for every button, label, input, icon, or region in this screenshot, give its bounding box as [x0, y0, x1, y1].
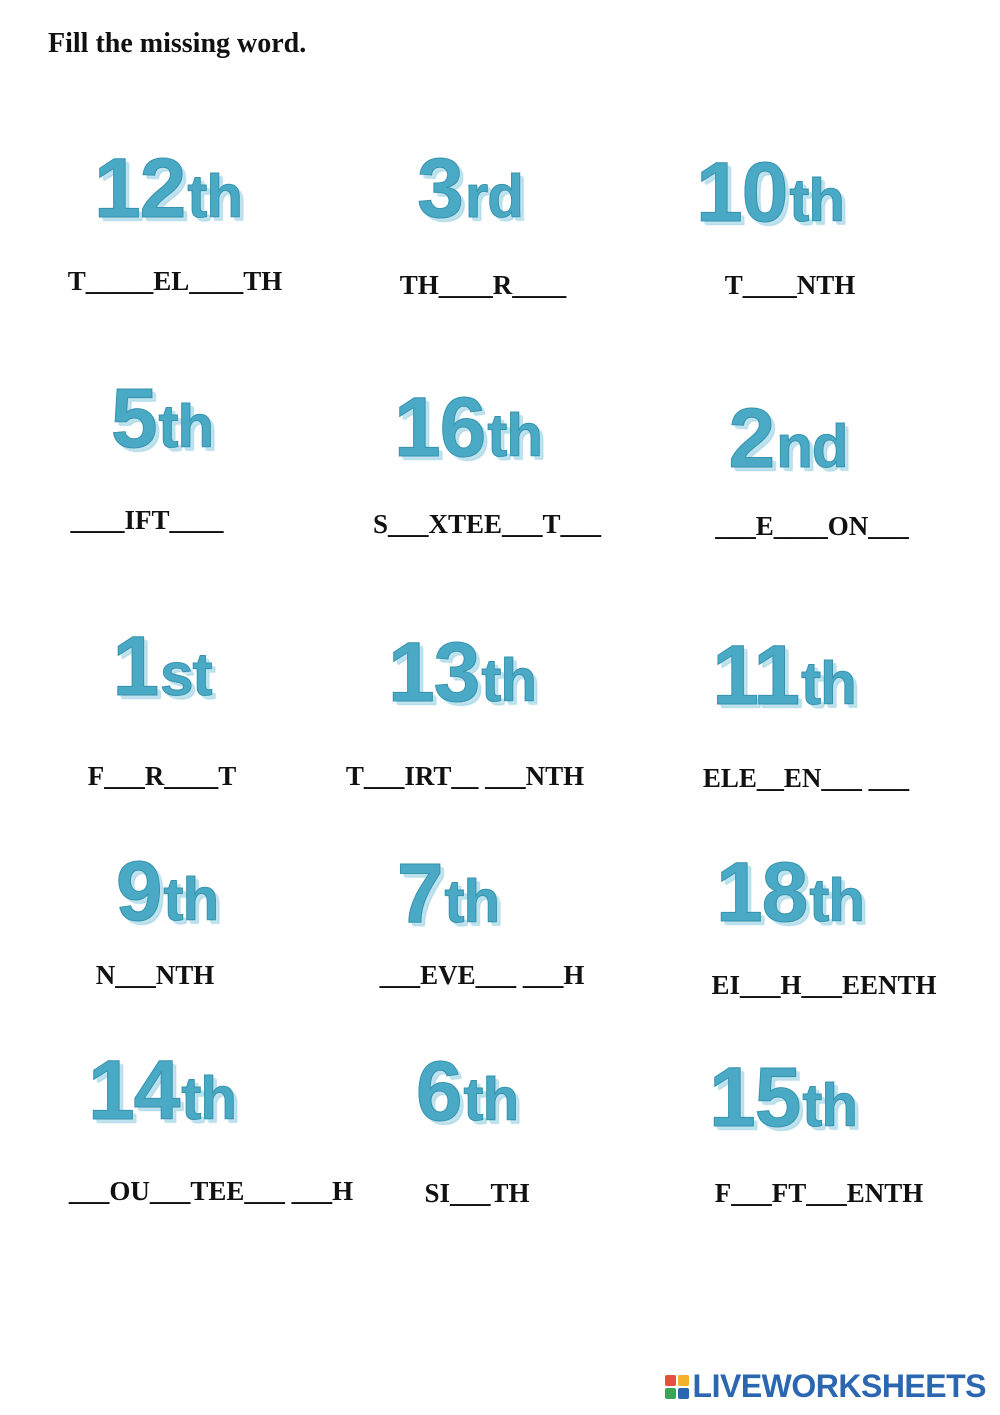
ordinal-number-10th	[695, 145, 845, 239]
ordinal-digits: 15	[708, 1050, 801, 1144]
ordinal-suffix: th	[181, 1065, 237, 1132]
ordinal-number-5th	[110, 371, 214, 465]
ordinal-number-7th	[396, 846, 500, 940]
missing-letters-prompt: ___OU___TEE___ ___H	[68, 1176, 354, 1206]
ordinal-suffix: th	[463, 1066, 519, 1133]
ordinal-suffix: th	[802, 1072, 858, 1139]
ordinal-suffix: nd	[776, 413, 848, 480]
ordinal-suffix: rd	[464, 163, 523, 230]
missing-letters-prompt: TH____R____	[399, 270, 567, 300]
missing-letters-prompt: S___XTEE___T___	[372, 509, 602, 539]
ordinal-number-12th	[93, 141, 243, 235]
missing-letters-prompt: EI___H___EENTH	[711, 970, 937, 1000]
missing-letters-prompt: F___FT___ENTH	[714, 1178, 924, 1208]
ordinal-digits: 12	[93, 141, 186, 235]
missing-letters-prompt: ELE__EN___ ___	[702, 763, 910, 793]
missing-letters-prompt: T___IRT__ ___NTH	[345, 761, 585, 791]
missing-letters-prompt: N___NTH	[95, 960, 215, 990]
ordinal-digits: 5	[110, 371, 157, 465]
ordinal-suffix: th	[187, 163, 243, 230]
missing-letters-prompt: ___E____ON___	[715, 511, 909, 541]
ordinal-number-6th	[415, 1044, 519, 1138]
ordinal-number-3rd	[417, 141, 523, 235]
missing-letters-prompt: F___R____T	[87, 761, 237, 791]
worksheet-instruction: Fill the missing word.	[48, 28, 307, 59]
ordinal-number-2nd	[728, 391, 848, 485]
ordinal-digits: 10	[695, 145, 788, 239]
ordinal-suffix: th	[158, 393, 214, 460]
logo-text: LIVEWORKSHEETS	[692, 1368, 986, 1404]
ordinal-digits: 9	[115, 844, 162, 938]
ordinal-digits: 2	[728, 391, 775, 485]
ordinal-number-11th	[712, 628, 856, 722]
ordinal-number-1st	[112, 619, 212, 713]
ordinal-number-15th	[708, 1050, 858, 1144]
ordinal-suffix: th	[789, 167, 845, 234]
ordinal-suffix: th	[487, 402, 543, 469]
missing-letters-prompt: ____IFT____	[70, 505, 224, 535]
ordinal-number-16th	[393, 380, 543, 474]
liveworksheets-logo-icon	[665, 1375, 689, 1399]
ordinal-digits: 18	[715, 845, 808, 939]
ordinal-digits: 14	[87, 1043, 180, 1137]
ordinal-number-9th	[115, 844, 219, 938]
liveworksheets-logo	[665, 1368, 986, 1405]
ordinal-suffix: th	[481, 647, 537, 714]
ordinal-digits: 11	[712, 628, 800, 722]
ordinal-digits: 13	[387, 625, 480, 719]
ordinal-suffix: th	[444, 868, 500, 935]
ordinal-number-13th	[387, 625, 537, 719]
ordinal-digits: 16	[393, 380, 486, 474]
ordinal-number-14th	[87, 1043, 237, 1137]
ordinal-digits: 1	[112, 619, 159, 713]
ordinal-suffix: th	[163, 866, 219, 933]
missing-letters-prompt: SI___TH	[424, 1178, 530, 1208]
ordinal-number-18th	[715, 845, 865, 939]
missing-letters-prompt: ___EVE___ ___H	[379, 960, 585, 990]
missing-letters-prompt: T_____EL____TH	[67, 266, 283, 296]
ordinal-suffix: th	[801, 650, 856, 717]
ordinal-digits: 7	[396, 846, 443, 940]
missing-letters-prompt: T____NTH	[724, 270, 856, 300]
ordinal-digits: 6	[415, 1044, 462, 1138]
ordinal-suffix: th	[809, 867, 865, 934]
ordinal-suffix: st	[160, 641, 212, 708]
ordinal-digits: 3	[417, 141, 463, 235]
